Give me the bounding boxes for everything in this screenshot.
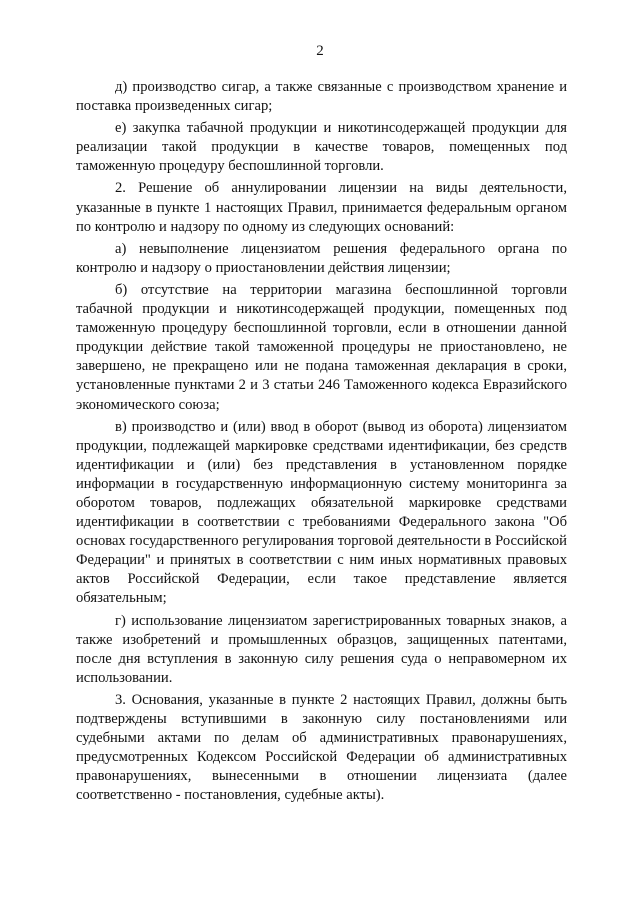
paragraph-d: д) производство сигар, а также связанные с производством хранение и поставка произведенных сигар; bbox=[76, 79, 567, 115]
paragraph-g: г) использование лицензиатом зарегистрированных товарных знаков, а также изобретений и промышленных образцов, защищенных патентами, после дня вступления в законную силу решения суда о неправомерном их использовании. bbox=[76, 612, 567, 686]
paragraph-b: б) отсутствие на территории магазина беспошлинной торговли табачной продукции и никотинсодержащей продукции, помещенных под таможенную процедуру беспошлинной торговли, если в отношении данной продукции действие такой таможенной процедуры не приостановлено, не завершено, не прекращено или не подана таможенная декларация в сроки, установленные пунктами 2 и 3 статьи 246 Таможенного кодекса Евразийского экономического союза; bbox=[76, 281, 567, 413]
paragraph-a: а) невыполнение лицензиатом решения федерального органа по контролю и надзору о приостановлении действия лицензии; bbox=[76, 240, 567, 276]
paragraph-2: 2. Решение об аннулировании лицензии на виды деятельности, указанные в пункте 1 настоящих Правил, принимается федеральным органом по контролю и надзору по одному из следующих оснований: bbox=[76, 180, 567, 235]
document-body bbox=[76, 78, 567, 808]
page-number: 2 bbox=[316, 43, 324, 59]
paragraph-e: е) закупка табачной продукции и никотинсодержащей продукции для реализации такой продукции в качестве товаров, помещенных под таможенную процедуру беспошлинной торговли. bbox=[76, 120, 567, 175]
paragraph-v: в) производство и (или) ввод в оборот (вывод из оборота) лицензиатом продукции, подлежащей маркировке средствами идентификации, без средств идентификации и (или) без представления в установленном порядке информации в государственную информационную систему мониторинга за оборотом товаров, подлежащих обязательной маркировке средствами идентификации в соответствии с требованиями Федерального закона "Об основах государственного регулирования торговой деятельности в Российской Федерации" и принятых в соответствии с ним иных нормативных правовых актов Российской Федерации, если такое представление является обязательным; bbox=[76, 418, 567, 607]
paragraph-3: 3. Основания, указанные в пункте 2 настоящих Правил, должны быть подтверждены вступившими в законную силу постановлениями или судебными актами по делам об административных правонарушениях, предусмотренных Кодексом Российской Федерации об административных правонарушениях, вынесенными в отношении лицензиата (далее соответственно - постановления, судебные акты). bbox=[76, 691, 567, 804]
